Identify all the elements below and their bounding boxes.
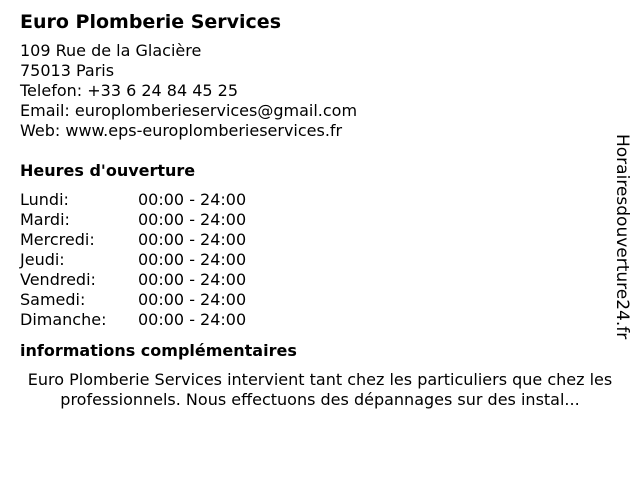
hours-day: Jeudi: <box>20 250 65 269</box>
info-heading: informations complémentaires <box>20 341 297 360</box>
business-card <box>20 10 613 410</box>
hours-time: 00:00 - 24:00 <box>138 190 247 209</box>
hours-heading: Heures d'ouverture <box>20 161 196 180</box>
hours-time: 00:00 - 24:00 <box>138 250 247 269</box>
hours-time: 00:00 - 24:00 <box>138 210 247 229</box>
address-city: 75013 Paris <box>20 61 115 80</box>
hours-day: Samedi: <box>20 290 86 309</box>
hours-time: 00:00 - 24:00 <box>138 290 247 309</box>
email-address: Email: europlomberieservices@gmail.com <box>20 101 358 120</box>
hours-row-vendredi <box>20 270 610 290</box>
hours-day: Mercredi: <box>20 230 95 249</box>
hours-day: Lundi: <box>20 190 69 209</box>
website-url: Web: www.eps-europlomberieservices.fr <box>20 121 343 140</box>
hours-row-mardi <box>20 210 610 230</box>
hours-row-dimanche <box>20 310 610 330</box>
info-description: Euro Plomberie Services intervient tant chez les particuliers que chez les professionnels. Nous effectuons des dépannages sur des instal... <box>27 370 613 409</box>
hours-table <box>20 190 610 330</box>
hours-time: 00:00 - 24:00 <box>138 230 247 249</box>
hours-day: Mardi: <box>20 210 70 229</box>
phone-number: Telefon: +33 6 24 84 45 25 <box>20 81 239 100</box>
hours-day: Dimanche: <box>20 310 107 329</box>
site-watermark: Horairesdouverture24.fr <box>612 134 632 340</box>
hours-row-samedi <box>20 290 610 310</box>
hours-time: 00:00 - 24:00 <box>138 310 247 329</box>
hours-day: Vendredi: <box>20 270 96 289</box>
address-street: 109 Rue de la Glacière <box>20 41 202 60</box>
hours-row-lundi <box>20 190 610 210</box>
business-name: Euro Plomberie Services <box>20 11 281 33</box>
hours-row-jeudi <box>20 250 610 270</box>
hours-time: 00:00 - 24:00 <box>138 270 247 289</box>
hours-row-mercredi <box>20 230 610 250</box>
